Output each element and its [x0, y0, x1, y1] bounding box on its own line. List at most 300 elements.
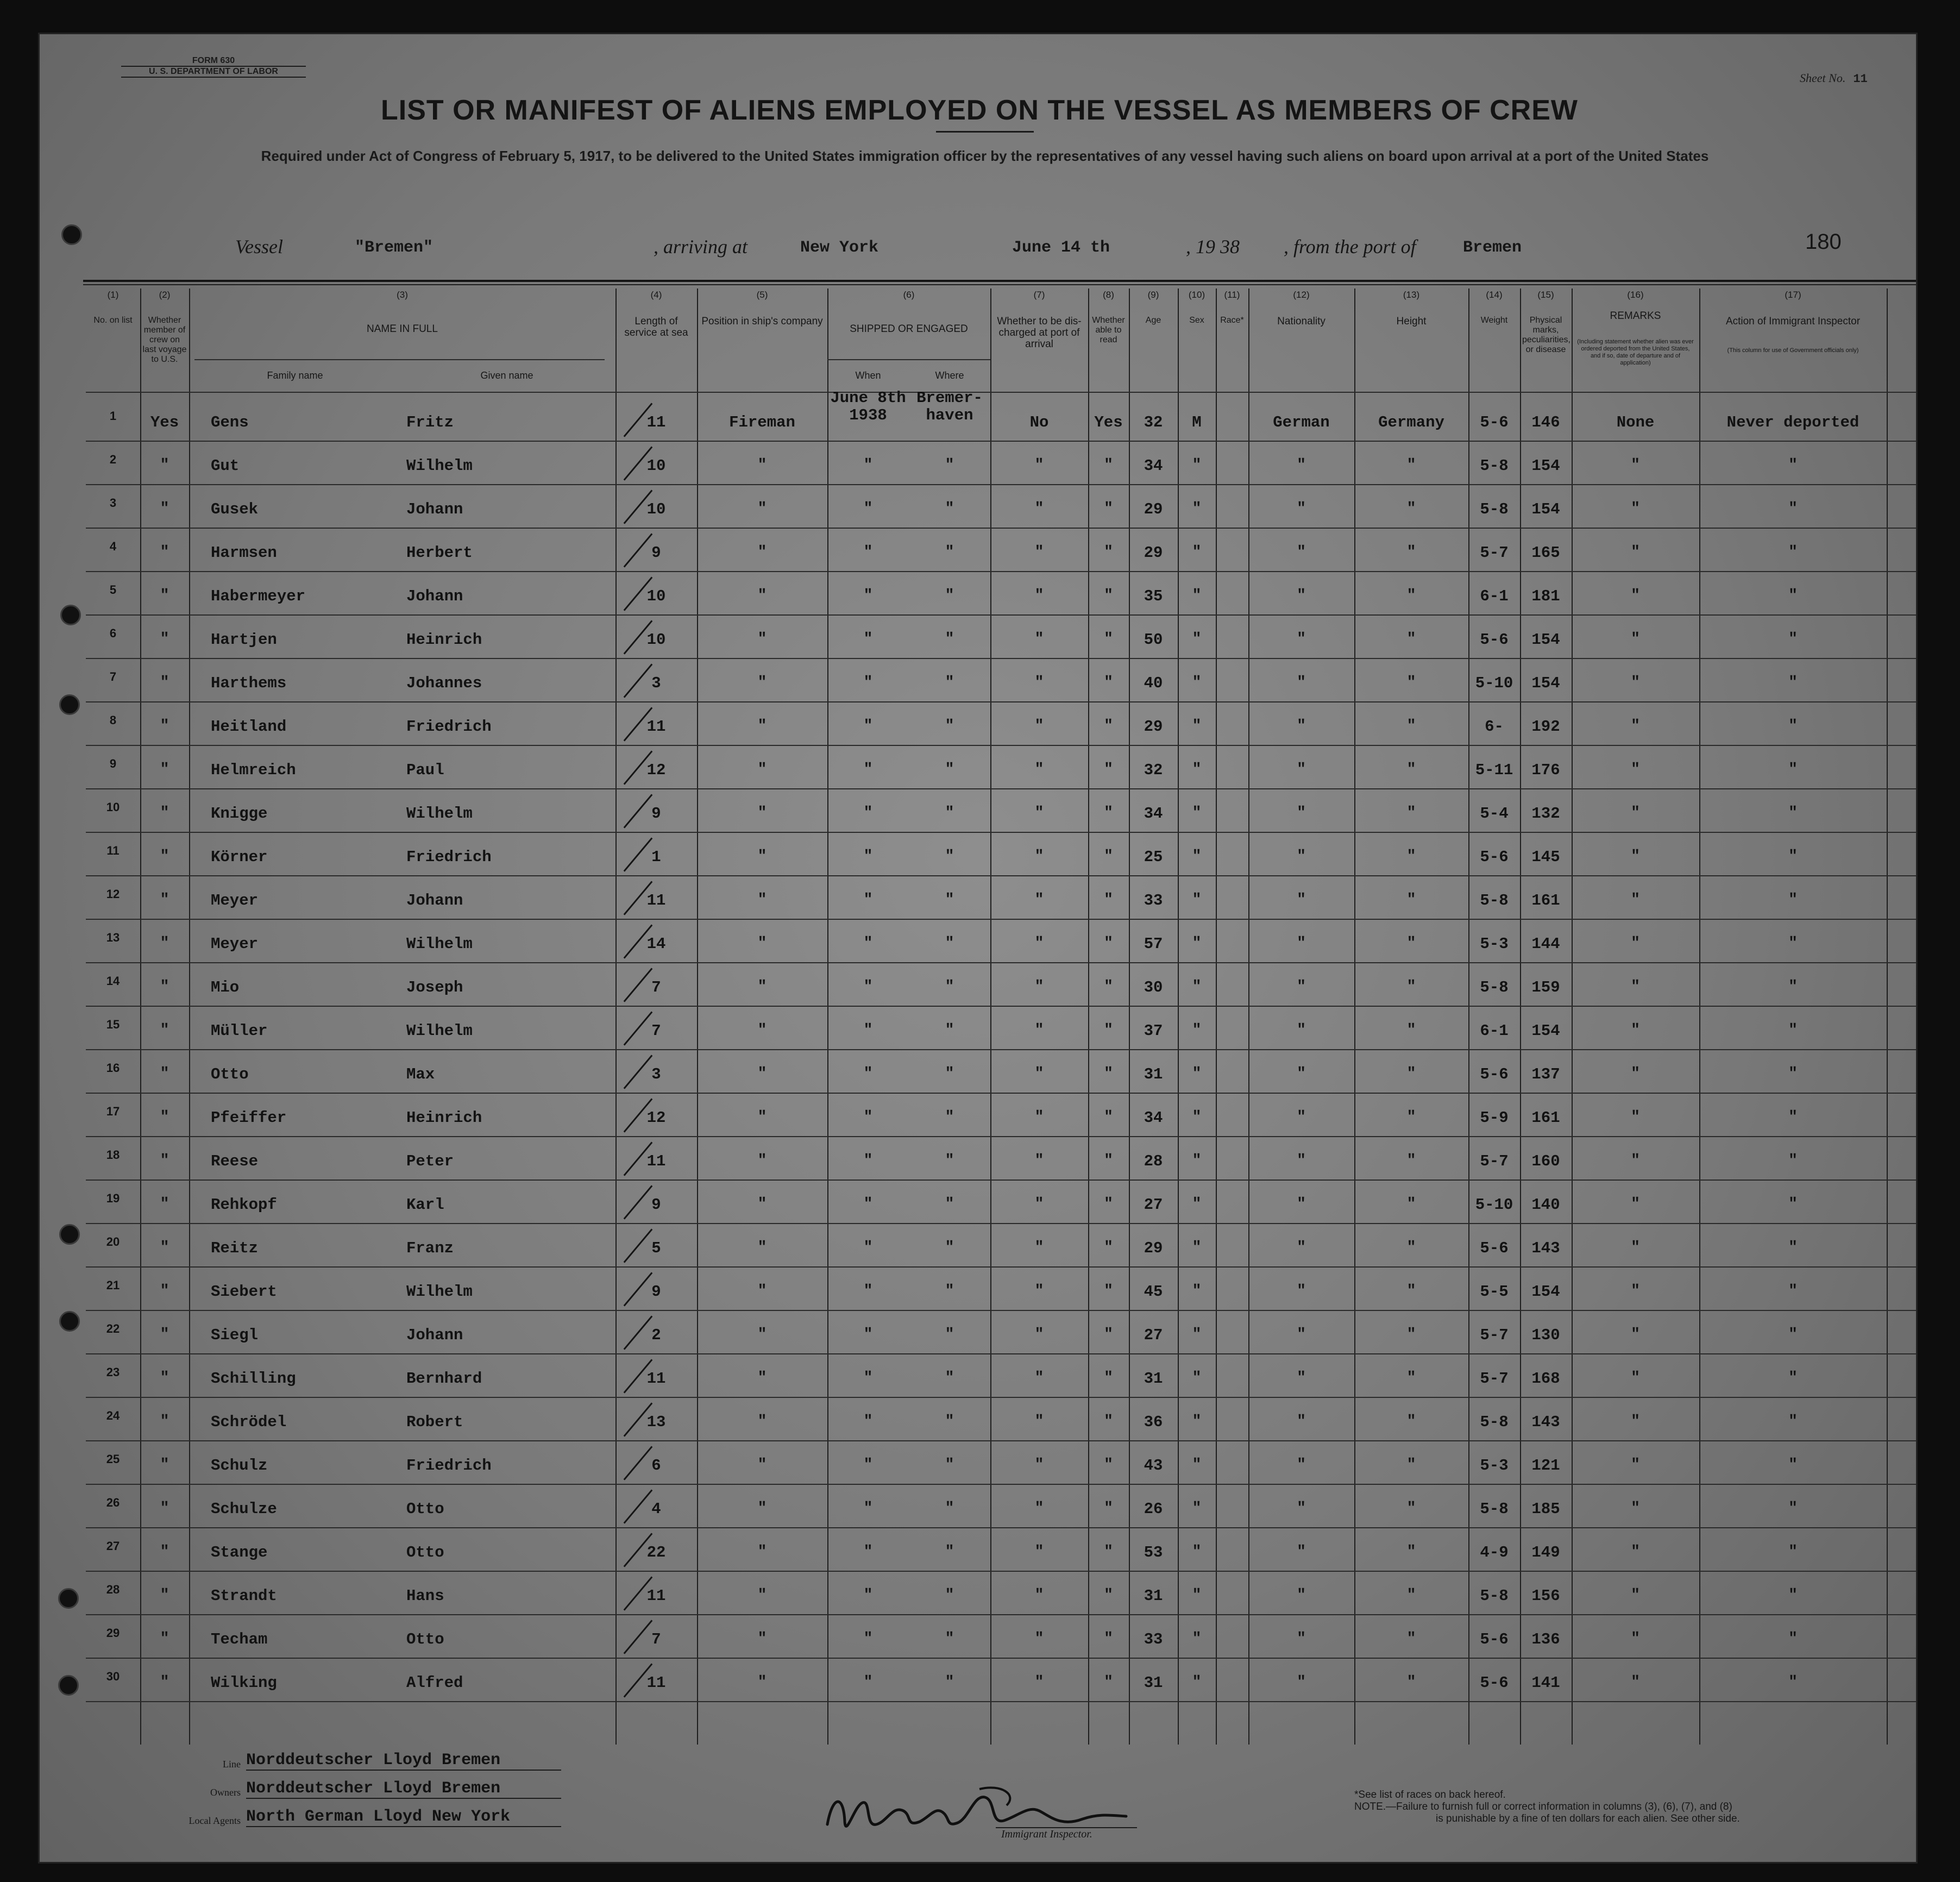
cell-no: 26	[106, 1496, 120, 1509]
cell-marks: "	[1631, 1544, 1640, 1560]
cell-prev: "	[160, 1283, 169, 1300]
page-number: 180	[1805, 230, 1842, 254]
cell-remarks: "	[1788, 1109, 1798, 1126]
cell-remarks: Never deported	[1726, 413, 1860, 431]
cell-discharge: "	[1034, 1674, 1044, 1691]
cell-when: "	[863, 1587, 873, 1604]
cell-nationality: "	[1406, 1326, 1416, 1343]
cell-marks: "	[1631, 978, 1640, 995]
cell-prev: "	[160, 544, 169, 561]
column-header: Physical marks, peculiarities, or disease	[1522, 316, 1570, 354]
cell-age: 31	[1144, 1065, 1163, 1083]
cell-read: "	[1104, 1283, 1113, 1300]
cell-height: 5-9	[1480, 1109, 1509, 1127]
cell-position: "	[757, 631, 767, 648]
cell-position: "	[757, 1326, 767, 1343]
cell-given: Friedrich	[406, 1457, 492, 1475]
cell-remarks: "	[1788, 500, 1798, 517]
cell-no: 15	[106, 1018, 120, 1031]
cell-weight: 181	[1531, 587, 1560, 605]
cell-where: "	[945, 1283, 954, 1300]
cell-position: "	[757, 500, 767, 517]
cell-marks: "	[1631, 1630, 1640, 1647]
cell-service: 12	[646, 1109, 666, 1127]
column-header: SHIPPED OR ENGAGED	[850, 323, 968, 335]
cell-position: "	[757, 1196, 767, 1213]
cell-where: "	[945, 1326, 954, 1343]
cell-prev: "	[160, 1630, 169, 1647]
sheet-number-label: Sheet No.	[1800, 71, 1846, 85]
cell-prev: "	[160, 587, 169, 604]
cell-race: "	[1297, 978, 1306, 995]
row-rule	[86, 875, 1918, 876]
cell-prev: "	[160, 1065, 169, 1082]
cell-read: "	[1104, 674, 1113, 691]
cell-position: "	[757, 848, 767, 865]
cell-service: 4	[651, 1500, 661, 1518]
row-rule	[86, 571, 1918, 572]
cell-read: "	[1104, 718, 1113, 735]
column-header: NAME IN FULL	[367, 323, 438, 335]
cell-sex: "	[1192, 1457, 1202, 1473]
column-header: Race*	[1220, 316, 1244, 325]
cell-read: "	[1104, 805, 1113, 821]
binder-hole	[59, 1224, 80, 1245]
cell-remarks: "	[1788, 1239, 1798, 1256]
cell-read: "	[1104, 761, 1113, 778]
given-name-subheader: Given name	[480, 370, 533, 381]
binder-hole	[59, 1311, 80, 1332]
inspector-signature	[811, 1773, 1137, 1854]
cell-service: 1	[651, 848, 661, 866]
arrival-year: , 19 38	[1186, 236, 1240, 258]
cell-no: 16	[106, 1061, 120, 1075]
cell-height: 5-8	[1480, 892, 1509, 909]
cell-when: "	[863, 587, 873, 604]
cell-given: Otto	[406, 1500, 444, 1518]
cell-no: 5	[109, 583, 117, 597]
cell-read: "	[1104, 1326, 1113, 1343]
cell-height: 5-6	[1480, 1630, 1509, 1648]
row-rule	[86, 528, 1918, 529]
cell-given: Otto	[406, 1544, 444, 1561]
cell-no: 1	[109, 409, 117, 423]
name-subheader-rule	[194, 359, 605, 360]
cell-when: "	[863, 1674, 873, 1691]
cell-family: Rehkopf	[211, 1196, 277, 1214]
cell-nationality: "	[1406, 1500, 1416, 1517]
cell-marks: "	[1631, 500, 1640, 517]
binder-hole	[58, 1588, 79, 1609]
cell-when: "	[863, 457, 873, 474]
cell-weight: 145	[1531, 848, 1560, 866]
cell-age: 29	[1144, 500, 1163, 518]
cell-nationality: "	[1406, 892, 1416, 908]
cell-position: "	[757, 1239, 767, 1256]
cell-weight: 140	[1531, 1196, 1560, 1214]
cell-weight: 130	[1531, 1326, 1560, 1344]
cell-when: "	[863, 1457, 873, 1473]
cell-race: "	[1297, 1587, 1306, 1604]
cell-family: Müller	[211, 1022, 268, 1040]
cell-weight: 154	[1531, 674, 1560, 692]
row-rule	[86, 1353, 1918, 1354]
cell-age: 26	[1144, 1500, 1163, 1518]
cell-race: German	[1273, 413, 1330, 431]
cell-sex: "	[1192, 978, 1202, 995]
cell-race: "	[1297, 1500, 1306, 1517]
cell-read: "	[1104, 544, 1113, 561]
cell-family: Schilling	[211, 1370, 296, 1388]
cell-when: "	[863, 1152, 873, 1169]
cell-prev: "	[160, 457, 169, 474]
cell-service: 22	[646, 1544, 666, 1561]
cell-age: 30	[1144, 978, 1163, 996]
cell-discharge: "	[1034, 1196, 1044, 1213]
cell-where: "	[945, 1630, 954, 1647]
column-header: Weight	[1480, 316, 1508, 325]
cell-age: 31	[1144, 1370, 1163, 1388]
column-number: (13)	[1403, 290, 1420, 300]
cell-race: "	[1297, 674, 1306, 691]
cell-race: "	[1297, 1065, 1306, 1082]
cell-family: Heitland	[211, 718, 287, 736]
cell-sex: "	[1192, 587, 1202, 604]
cell-weight: 137	[1531, 1065, 1560, 1083]
cell-given: Joseph	[406, 978, 463, 996]
cell-given: Friedrich	[406, 718, 492, 736]
cell-weight: 176	[1531, 761, 1560, 779]
cell-discharge: "	[1034, 1326, 1044, 1343]
cell-discharge: "	[1034, 1630, 1044, 1647]
row-rule	[86, 1049, 1918, 1050]
cell-height: 5-3	[1480, 935, 1509, 953]
cell-discharge: "	[1034, 457, 1044, 474]
cell-marks: "	[1631, 1370, 1640, 1387]
cell-weight: 159	[1531, 978, 1560, 996]
cell-when: "	[863, 1544, 873, 1560]
cell-no: 4	[109, 539, 117, 553]
cell-no: 10	[106, 800, 120, 814]
cell-weight: 149	[1531, 1544, 1560, 1561]
cell-service: 7	[651, 1630, 661, 1648]
cell-remarks: "	[1788, 1544, 1798, 1560]
cell-family: Schulz	[211, 1457, 268, 1475]
cell-service: 7	[651, 1022, 661, 1040]
cell-weight: 160	[1531, 1152, 1560, 1170]
cell-sex: "	[1192, 1370, 1202, 1387]
column-number: (5)	[756, 290, 768, 300]
cell-discharge: "	[1034, 1109, 1044, 1126]
cell-service: 11	[646, 413, 666, 431]
cell-weight: 132	[1531, 805, 1560, 823]
cell-service: 11	[646, 718, 666, 736]
cell-discharge: "	[1034, 1152, 1044, 1169]
cell-given: Hans	[406, 1587, 444, 1605]
column-number: (1)	[107, 290, 119, 300]
cell-prev: "	[160, 1152, 169, 1169]
cell-no: 18	[106, 1148, 120, 1162]
cell-family: Schrödel	[211, 1413, 287, 1431]
row-rule	[86, 441, 1918, 442]
cell-read: "	[1104, 892, 1113, 908]
cell-family: Otto	[211, 1065, 249, 1083]
cell-nationality: "	[1406, 805, 1416, 821]
arrival-port: New York	[800, 239, 879, 257]
column-number: (16)	[1627, 290, 1644, 300]
cell-service: 5	[651, 1239, 661, 1257]
cell-nationality: "	[1406, 978, 1416, 995]
cell-height: 5-3	[1480, 1457, 1509, 1475]
column-number: (15)	[1537, 290, 1554, 300]
arriving-label: , arriving at	[654, 236, 748, 258]
cell-where: "	[945, 1587, 954, 1604]
row-rule	[86, 832, 1918, 833]
cell-remarks: "	[1788, 761, 1798, 778]
cell-position: "	[757, 674, 767, 691]
cell-no: 25	[106, 1452, 120, 1466]
manifest-subtitle: Required under Act of Congress of February 5, 1917, to be delivered to the United States immigration officer by the representatives of any vessel having such aliens on board upon arrival at a port of the United States	[261, 148, 1709, 164]
cell-sex: "	[1192, 1152, 1202, 1169]
row-rule	[86, 1223, 1918, 1224]
cell-sex: "	[1192, 674, 1202, 691]
cell-weight: 156	[1531, 1587, 1560, 1605]
cell-remarks: "	[1788, 848, 1798, 865]
cell-no: 9	[109, 757, 117, 770]
cell-weight: 154	[1531, 1283, 1560, 1301]
column-number: (14)	[1486, 290, 1503, 300]
cell-race: "	[1297, 1544, 1306, 1560]
cell-family: Reese	[211, 1152, 259, 1170]
cell-height: 5-7	[1480, 544, 1509, 562]
cell-service: 11	[646, 1370, 666, 1388]
cell-no: 8	[109, 713, 117, 727]
cell-remarks: "	[1788, 1674, 1798, 1691]
cell-sex: "	[1192, 1326, 1202, 1343]
cell-discharge: "	[1034, 500, 1044, 517]
cell-where: "	[945, 1500, 954, 1517]
cell-position: "	[757, 935, 767, 952]
cell-height: 5-7	[1480, 1152, 1509, 1170]
cell-age: 43	[1144, 1457, 1163, 1475]
column-number: (11)	[1224, 290, 1240, 300]
cell-height: 5-8	[1480, 500, 1509, 518]
cell-marks: "	[1631, 1326, 1640, 1343]
cell-marks: "	[1631, 1413, 1640, 1430]
cell-remarks: "	[1788, 1630, 1798, 1647]
cell-when: "	[863, 718, 873, 735]
cell-prev: "	[160, 1544, 169, 1560]
cell-prev: Yes	[150, 413, 179, 431]
cell-read: "	[1104, 1239, 1113, 1256]
cell-given: Wilhelm	[406, 1283, 473, 1301]
cell-nationality: "	[1406, 935, 1416, 952]
cell-sex: "	[1192, 544, 1202, 561]
cell-read: "	[1104, 1022, 1113, 1039]
cell-position: Fireman	[729, 413, 795, 431]
cell-sex: "	[1192, 1544, 1202, 1560]
column-divider	[189, 288, 190, 1745]
cell-race: "	[1297, 631, 1306, 648]
cell-height: 5-8	[1480, 1587, 1509, 1605]
cell-prev: "	[160, 1022, 169, 1039]
cell-discharge: "	[1034, 1587, 1044, 1604]
cell-read: "	[1104, 978, 1113, 995]
cell-service: 3	[651, 1065, 661, 1083]
cell-read: "	[1104, 1370, 1113, 1387]
cell-age: 34	[1144, 457, 1163, 475]
cell-marks: "	[1631, 544, 1640, 561]
cell-service: 11	[646, 892, 666, 909]
cell-family: Stange	[211, 1544, 268, 1561]
cell-height: 5-8	[1480, 978, 1509, 996]
sheet-number-value: 11	[1853, 72, 1868, 86]
cell-remarks: "	[1788, 1196, 1798, 1213]
cell-nationality: "	[1406, 1065, 1416, 1082]
column-number: (2)	[159, 290, 171, 300]
cell-weight: 154	[1531, 500, 1560, 518]
crew-table	[86, 288, 1918, 1745]
cell-no: 19	[106, 1191, 120, 1205]
where-subheader: Where	[935, 370, 964, 381]
column-number: (10)	[1188, 290, 1205, 300]
cell-nationality: "	[1406, 1587, 1416, 1604]
cell-age: 32	[1144, 761, 1163, 779]
cell-discharge: "	[1034, 1544, 1044, 1560]
cell-read: "	[1104, 1152, 1113, 1169]
cell-given: Bernhard	[406, 1370, 482, 1388]
cell-sex: "	[1192, 500, 1202, 517]
cell-nationality: "	[1406, 1544, 1416, 1560]
column-header: Height	[1396, 316, 1427, 327]
cell-family: Harthems	[211, 674, 287, 692]
cell-race: "	[1297, 1674, 1306, 1691]
cell-sex: "	[1192, 1630, 1202, 1647]
cell-given: Max	[406, 1065, 435, 1083]
header-bottom-rule	[86, 392, 1918, 393]
cell-where: "	[945, 761, 954, 778]
inspector-label: Immigrant Inspector.	[996, 1827, 1137, 1841]
cell-marks: "	[1631, 761, 1640, 778]
cell-given: Alfred	[406, 1674, 463, 1692]
cell-family: Harmsen	[211, 544, 277, 562]
cell-prev: "	[160, 1239, 169, 1256]
agents-label: Local Agents	[189, 1815, 241, 1826]
cell-nationality: "	[1406, 718, 1416, 735]
cell-race: "	[1297, 1370, 1306, 1387]
cell-marks: "	[1631, 1587, 1640, 1604]
column-number: (4)	[650, 290, 662, 300]
remarks-subheader-note: (Including statement whether alien was ever ordered deported from the United States, and if so, date of departure and of application)	[1577, 338, 1694, 366]
cell-age: 57	[1144, 935, 1163, 953]
row-rule	[86, 1484, 1918, 1485]
cell-where: "	[945, 1065, 954, 1082]
cell-height: 5-8	[1480, 457, 1509, 475]
cell-read: "	[1104, 457, 1113, 474]
cell-given: Wilhelm	[406, 457, 473, 475]
cell-where: "	[945, 1544, 954, 1560]
cell-weight: 144	[1531, 935, 1560, 953]
cell-family: Strandt	[211, 1587, 277, 1605]
cell-remarks: "	[1788, 1370, 1798, 1387]
cell-nationality: "	[1406, 1022, 1416, 1039]
row-rule	[86, 1701, 1918, 1702]
column-header: Sex	[1189, 316, 1204, 325]
row-rule	[86, 1614, 1918, 1615]
cell-discharge: "	[1034, 1283, 1044, 1300]
cell-prev: "	[160, 1326, 169, 1343]
vessel-label: Vessel	[235, 236, 283, 258]
row-rule	[86, 1136, 1918, 1137]
family-name-subheader: Family name	[267, 370, 323, 381]
cell-service: 14	[646, 935, 666, 953]
cell-no: 30	[106, 1670, 120, 1683]
cell-remarks: "	[1788, 674, 1798, 691]
cell-no: 12	[106, 887, 120, 901]
cell-when: "	[863, 848, 873, 865]
cell-sex: "	[1192, 761, 1202, 778]
cell-race: "	[1297, 1022, 1306, 1039]
cell-read: Yes	[1094, 413, 1123, 431]
cell-family: Helmreich	[211, 761, 296, 779]
cell-age: 25	[1144, 848, 1163, 866]
cell-weight: 154	[1531, 631, 1560, 649]
cell-given: Johannes	[406, 674, 482, 692]
cell-remarks: "	[1788, 631, 1798, 648]
cell-discharge: "	[1034, 892, 1044, 908]
cell-remarks: "	[1788, 1326, 1798, 1343]
departure-port: Bremen	[1463, 239, 1522, 257]
cell-height: 5-7	[1480, 1370, 1509, 1388]
cell-race: "	[1297, 935, 1306, 952]
cell-service: 11	[646, 1587, 666, 1605]
cell-family: Siebert	[211, 1283, 277, 1301]
cell-marks: "	[1631, 1022, 1640, 1039]
cell-given: Johann	[406, 500, 463, 518]
cell-marks: "	[1631, 1152, 1640, 1169]
cell-prev: "	[160, 1370, 169, 1387]
cell-weight: 154	[1531, 1022, 1560, 1040]
cell-where: "	[945, 1022, 954, 1039]
cell-prev: "	[160, 892, 169, 908]
cell-position: "	[757, 1587, 767, 1604]
column-header: Whether member of crew on last voyage to U.S.	[142, 316, 187, 364]
column-number: (3)	[397, 290, 408, 300]
cell-where: "	[945, 1239, 954, 1256]
cell-no: 22	[106, 1322, 120, 1335]
cell-given: Johann	[406, 1326, 463, 1344]
column-divider	[1887, 288, 1888, 1745]
line-value: Norddeutscher Lloyd Bremen	[246, 1751, 561, 1771]
cell-nationality: "	[1406, 500, 1416, 517]
binder-hole	[61, 224, 82, 245]
cell-age: 36	[1144, 1413, 1163, 1431]
column-header: Length of service at sea	[624, 316, 688, 338]
cell-prev: "	[160, 1413, 169, 1430]
cell-service: 13	[646, 1413, 666, 1431]
cell-where: Bremer-haven	[916, 389, 983, 424]
cell-weight: 168	[1531, 1370, 1560, 1388]
cell-family: Techam	[211, 1630, 268, 1648]
row-rule	[86, 1093, 1918, 1094]
shipped-subheader-rule	[827, 359, 990, 360]
cell-discharge: "	[1034, 718, 1044, 735]
cell-nationality: "	[1406, 1109, 1416, 1126]
row-rule	[86, 1310, 1918, 1311]
cell-discharge: No	[1029, 413, 1049, 431]
cell-height: 5-6	[1480, 631, 1509, 649]
row-rule	[86, 484, 1918, 485]
